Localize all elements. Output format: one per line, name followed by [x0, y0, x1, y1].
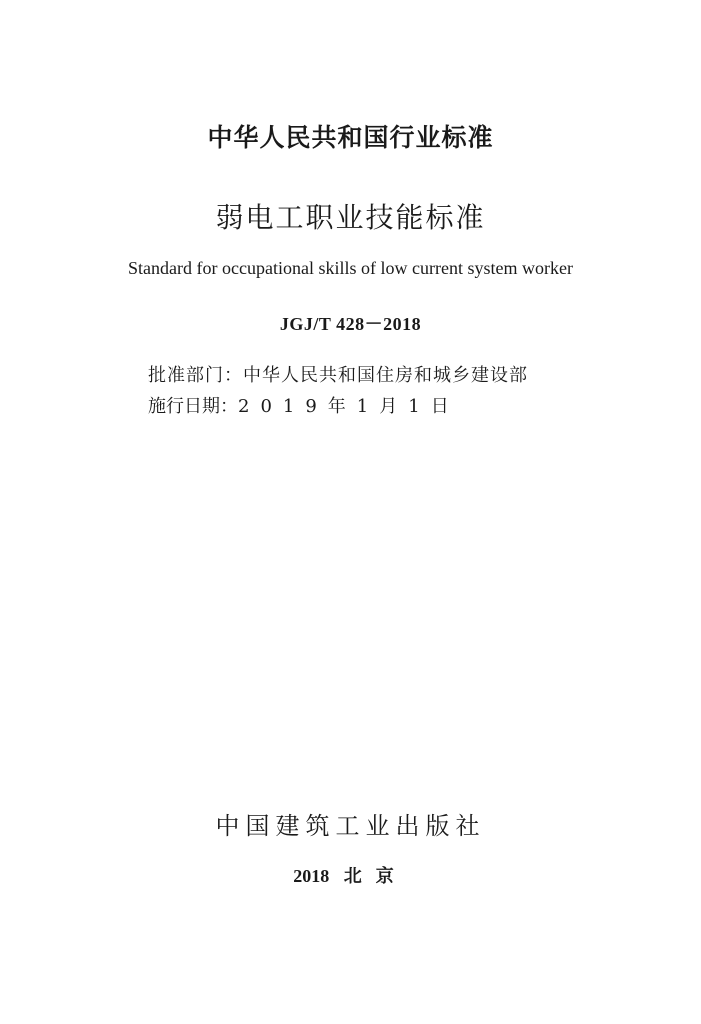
approval-label: 批准部门： [148, 365, 243, 386]
standard-category: 中华人民共和国行业标准 [207, 123, 494, 152]
approval-row [148, 361, 668, 387]
standard-code: JGJ/T 428－2018 [279, 314, 422, 334]
effective-date-label: 施行日期： [148, 396, 238, 417]
effective-date-row [148, 392, 668, 418]
imprint-year: 2018 [293, 866, 330, 886]
title-chinese: 弱电工职业技能标准 [215, 201, 486, 234]
approval-value: 中华人民共和国住房和城乡建设部 [243, 365, 528, 386]
imprint-city: 北京 [343, 866, 408, 886]
title-english: Standard for occupational skills of low current system worker [128, 258, 573, 278]
publisher: 中国建筑工业出版社 [215, 812, 486, 840]
imprint [0, 862, 701, 888]
effective-date-value: 2019年1月1日 [238, 396, 460, 417]
